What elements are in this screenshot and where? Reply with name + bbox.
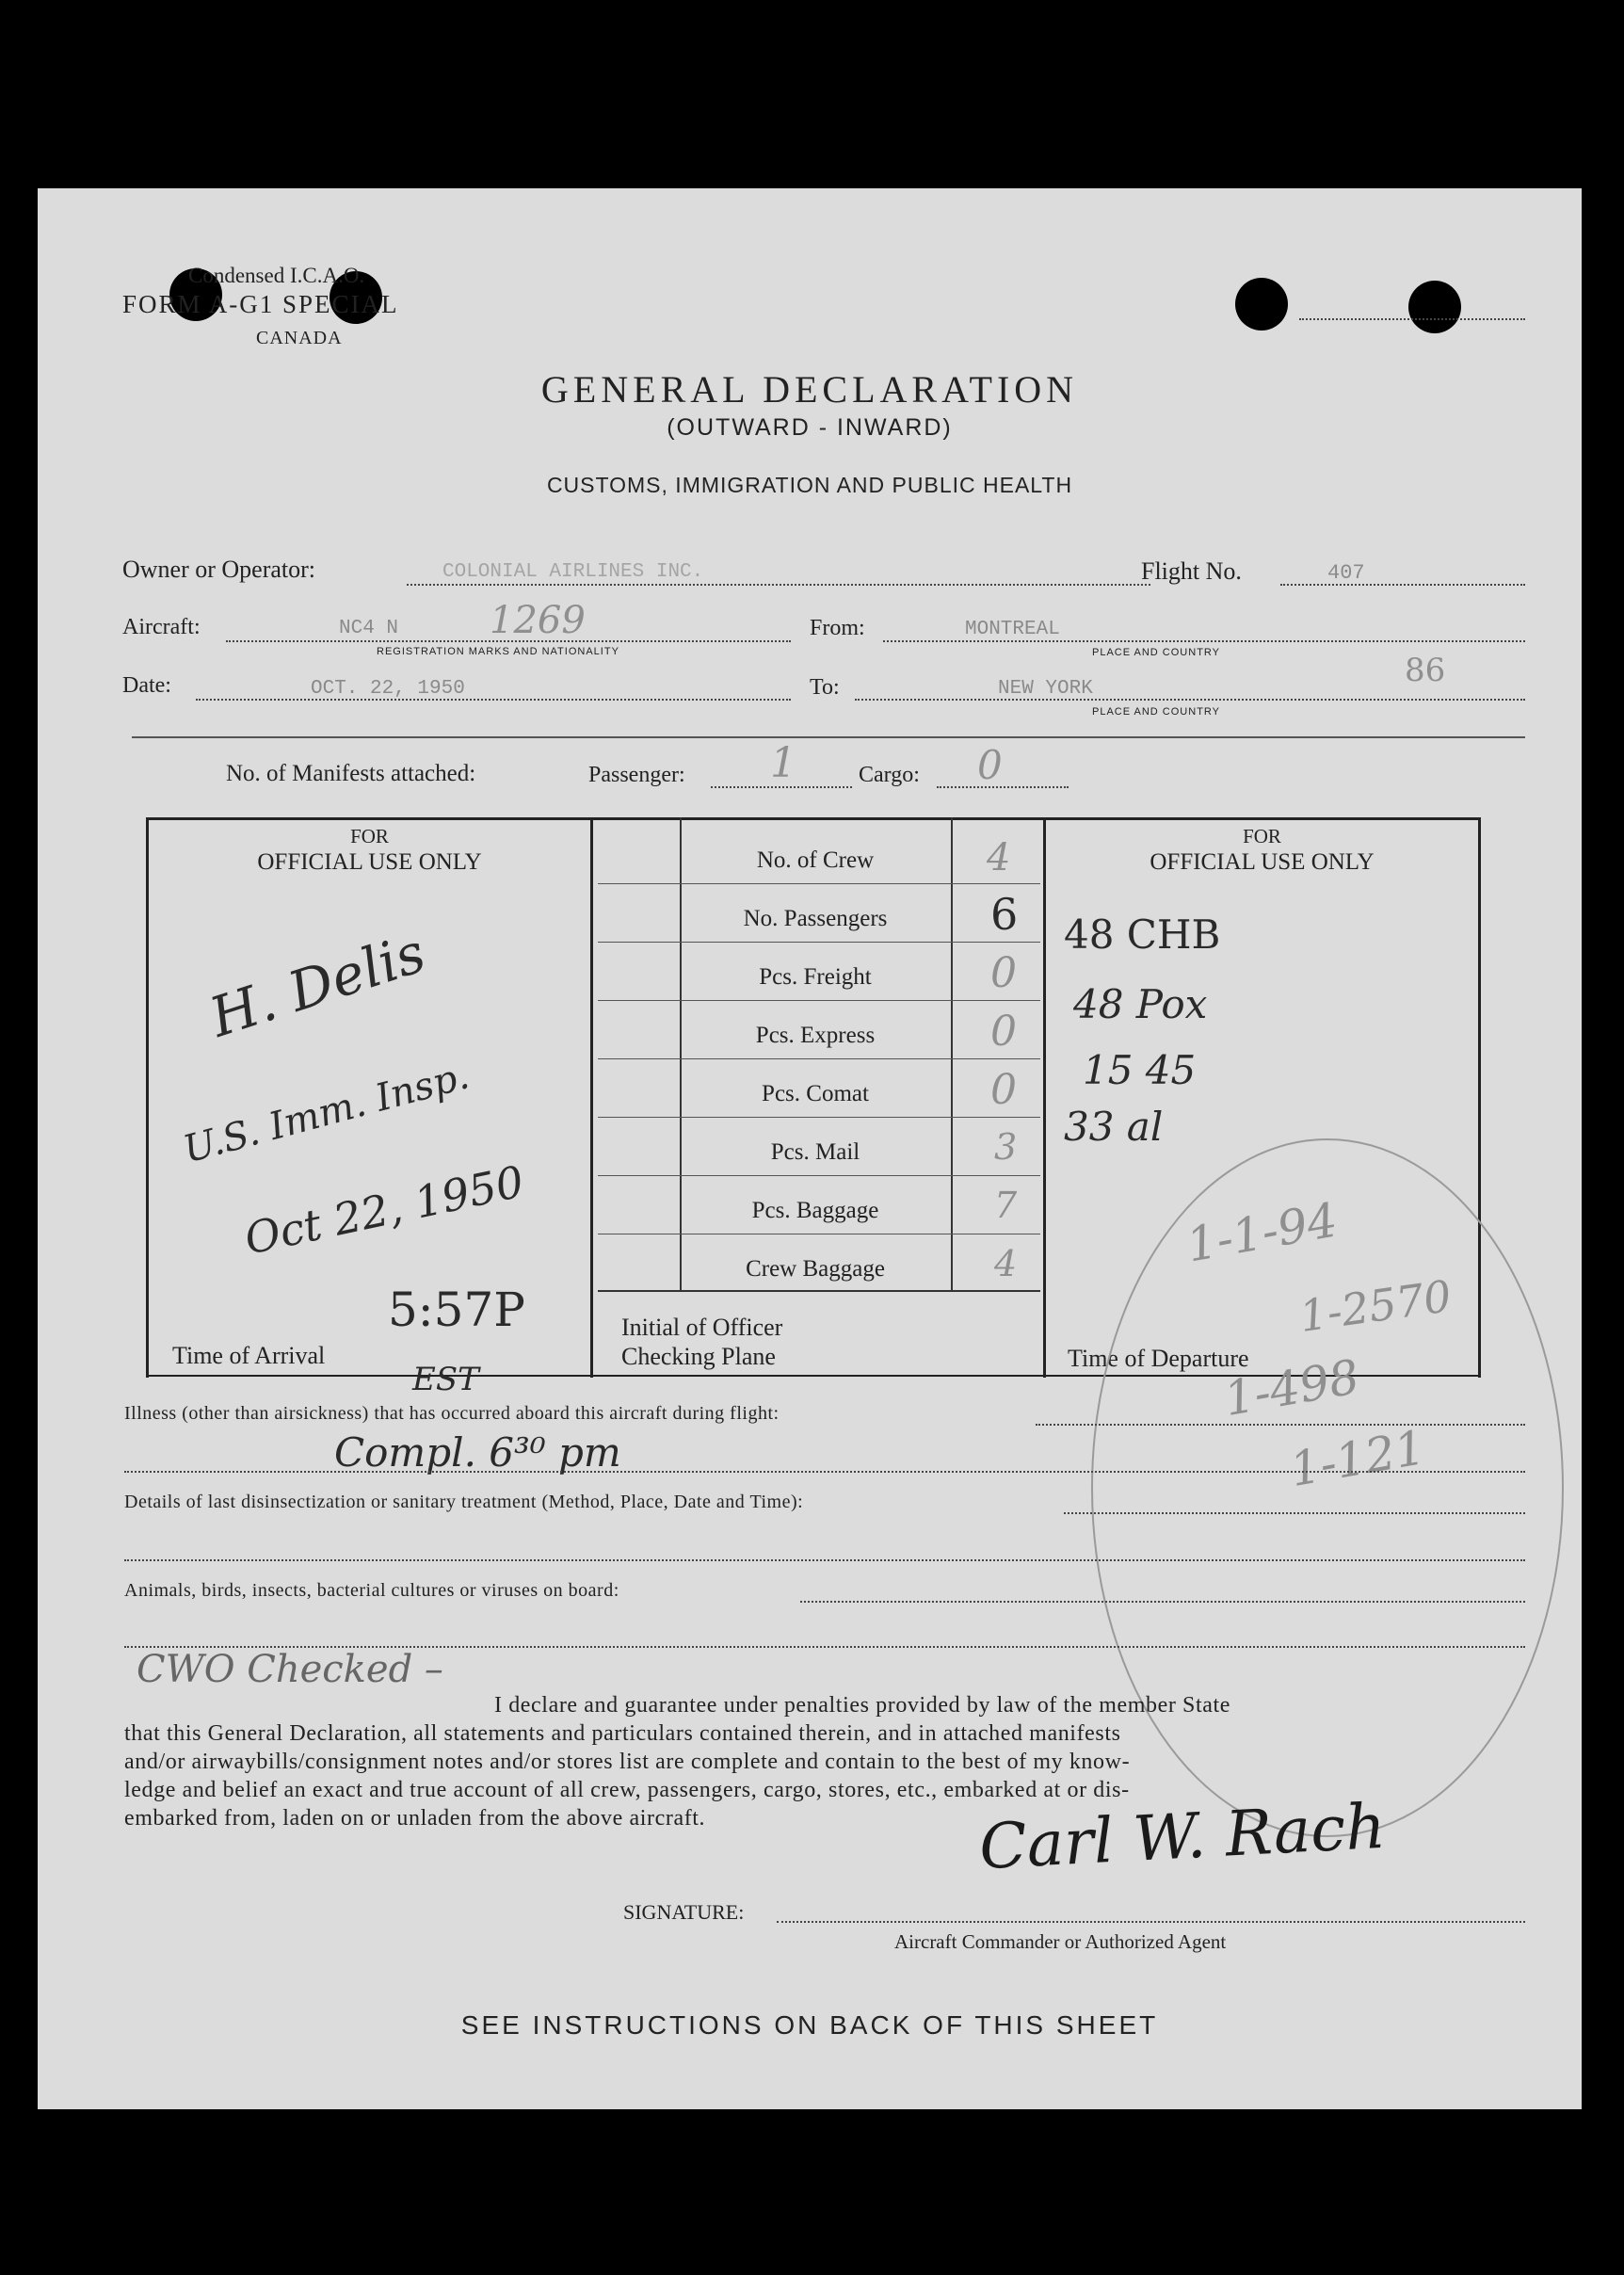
row-value-passengers: 6 xyxy=(990,889,1019,940)
owner-value: COLONIAL AIRLINES INC. xyxy=(442,561,704,583)
official-stamp-name: H. Delis xyxy=(202,920,433,1050)
row-value-baggage: 7 xyxy=(994,1185,1018,1226)
right-note-4: 33 al xyxy=(1064,1104,1164,1150)
right-note-2: 48 Pox xyxy=(1073,981,1208,1027)
row-label-passengers: No. Passengers xyxy=(743,906,888,931)
date-label: Date: xyxy=(122,673,171,698)
from-label: From: xyxy=(810,616,865,640)
from-value: MONTREAL xyxy=(965,619,1060,640)
aircraft-label: Aircraft: xyxy=(122,615,201,639)
row-rule-comat xyxy=(598,1117,1040,1118)
row-label-express: Pcs. Express xyxy=(755,1023,876,1048)
page-title: GENERAL DECLARATION xyxy=(540,368,1079,411)
passenger-value: 1 xyxy=(770,739,796,787)
row-rule-crew xyxy=(598,883,1040,884)
form-sheet xyxy=(38,188,1582,2109)
cargo-field-line xyxy=(937,786,1069,788)
disinsect-label: Details of last disinsectization or sanitary treatment (Method, Place, Date and Time): xyxy=(124,1492,804,1512)
to-field-line xyxy=(855,699,1525,701)
pencil-note-2: 1-2570 xyxy=(1296,1269,1455,1343)
from-field-line xyxy=(883,640,1525,642)
table-left-border xyxy=(146,817,149,1378)
official-left-bottom: OFFICIAL USE ONLY xyxy=(257,849,482,875)
initial-officer-label-2: Checking Plane xyxy=(621,1343,776,1370)
row-label-crew: No. of Crew xyxy=(756,847,875,873)
row-label-baggage: Pcs. Baggage xyxy=(751,1198,879,1223)
form-header-line1: Condensed I.C.A.O. xyxy=(188,264,365,287)
row-value-express: 0 xyxy=(990,1008,1017,1056)
official-stamp-title: U.S. Imm. Insp. xyxy=(179,1054,474,1172)
row-rule-mail xyxy=(598,1175,1040,1176)
manifests-label: No. of Manifests attached: xyxy=(226,761,476,786)
official-left-top: FOR xyxy=(350,825,389,847)
pencil-note-1: 1-1-94 xyxy=(1182,1192,1342,1273)
checked-note: CWO Checked – xyxy=(137,1648,443,1691)
to-caption: PLACE AND COUNTRY xyxy=(1092,706,1220,718)
from-caption: PLACE AND COUNTRY xyxy=(1092,647,1220,658)
signature-label: SIGNATURE: xyxy=(623,1900,745,1924)
page-subtitle: (OUTWARD - INWARD) xyxy=(667,414,953,441)
illness-field-line xyxy=(1036,1424,1525,1426)
row-rule-crew-baggage xyxy=(598,1290,1040,1292)
header-divider xyxy=(132,736,1525,738)
aircraft-hand-number: 1269 xyxy=(490,599,586,642)
signature-caption: Aircraft Commander or Authorized Agent xyxy=(894,1930,1227,1953)
punch-hole-right-1 xyxy=(1235,278,1288,331)
form-header-line3: CANADA xyxy=(256,328,343,348)
row-value-crew: 4 xyxy=(987,836,1011,879)
row-value-crew-baggage: 4 xyxy=(994,1243,1018,1284)
declaration-line-1: I declare and guarantee under penalties provided by law of the member State xyxy=(494,1693,1231,1718)
pencil-note-3: 1-498 xyxy=(1220,1348,1364,1428)
disinsect-field-line xyxy=(1064,1512,1525,1514)
row-label-crew-baggage: Crew Baggage xyxy=(746,1256,885,1282)
row-label-mail: Pcs. Mail xyxy=(770,1139,860,1165)
row-rule-freight xyxy=(598,1000,1040,1001)
official-stamp-date: Oct 22, 1950 xyxy=(240,1155,529,1265)
flight-label: Flight No. xyxy=(1141,557,1242,585)
official-right-bottom: OFFICIAL USE ONLY xyxy=(1150,849,1375,875)
arrival-zone: EST xyxy=(412,1361,479,1398)
arrival-value: 5:57P xyxy=(388,1283,525,1337)
declaration-line-4: ledge and belief an exact and true account of all crew, passengers, cargo, stores, etc., embarked at or dis- xyxy=(124,1778,1130,1802)
illness-label: Illness (other than airsickness) that has occurred aboard this aircraft during flight: xyxy=(124,1403,780,1424)
signature-line xyxy=(777,1921,1525,1923)
footer-instructions: SEE INSTRUCTIONS ON BACK OF THIS SHEET xyxy=(460,2010,1159,2040)
row-rule-express xyxy=(598,1058,1040,1059)
initial-officer-label-1: Initial of Officer xyxy=(621,1314,783,1341)
declaration-line-3: and/or airwaybills/consignment notes and/or stores list are complete and contain to the best of my know- xyxy=(124,1750,1131,1774)
pencil-note-4: 1-121 xyxy=(1286,1419,1430,1498)
signature-name: Carl W. Rach xyxy=(977,1789,1388,1884)
flight-value: 407 xyxy=(1327,561,1365,585)
departure-label: Time of Departure xyxy=(1068,1345,1249,1372)
disinsect-field-line-2 xyxy=(124,1559,1525,1561)
right-note-1: 48 CHB xyxy=(1064,912,1221,958)
form-header-line2: FORM A-G1 SPECIAL xyxy=(122,290,399,318)
table-top-border xyxy=(146,817,1481,820)
punch-hole-right-2 xyxy=(1408,281,1461,333)
animals-label: Animals, birds, insects, bacterial cultures or viruses on board: xyxy=(124,1580,619,1601)
table-divider-1 xyxy=(590,817,593,1378)
cargo-value: 0 xyxy=(977,742,1003,788)
right-note-3: 15 45 xyxy=(1083,1047,1197,1093)
row-value-comat: 0 xyxy=(990,1066,1017,1114)
aircraft-value: NC4 N xyxy=(339,618,399,639)
row-rule-passengers xyxy=(598,942,1040,943)
date-field-line xyxy=(196,699,791,701)
table-divider-2 xyxy=(680,817,682,1290)
owner-label: Owner or Operator: xyxy=(122,556,316,583)
illness-field-line-2 xyxy=(124,1471,1525,1473)
to-value: NEW YORK xyxy=(998,678,1093,700)
date-value: OCT. 22, 1950 xyxy=(311,678,465,700)
illness-note: Compl. 6³⁰ pm xyxy=(334,1429,621,1476)
to-label: To: xyxy=(810,675,840,700)
form-purpose: CUSTOMS, IMMIGRATION AND PUBLIC HEALTH xyxy=(546,473,1073,497)
table-divider-3 xyxy=(951,817,953,1290)
row-value-freight: 0 xyxy=(990,949,1017,997)
owner-field-line xyxy=(407,584,1150,586)
passenger-label: Passenger: xyxy=(588,763,685,787)
aircraft-caption: REGISTRATION MARKS AND NATIONALITY xyxy=(377,646,619,657)
declaration-line-5: embarked from, laden on or unladen from the above aircraft. xyxy=(124,1806,706,1831)
row-label-freight: Pcs. Freight xyxy=(759,964,872,990)
animals-field-line xyxy=(800,1601,1525,1603)
row-value-mail: 3 xyxy=(994,1126,1018,1168)
declaration-line-2: that this General Declaration, all statements and particulars contained therein, and in attached manifests xyxy=(124,1721,1121,1746)
top-dotted-line xyxy=(1299,318,1525,320)
row-label-comat: Pcs. Comat xyxy=(762,1081,869,1106)
flight-field-line xyxy=(1280,584,1525,586)
official-right-top: FOR xyxy=(1243,825,1281,847)
cargo-label: Cargo: xyxy=(859,763,920,787)
arrival-label: Time of Arrival xyxy=(172,1342,326,1369)
margin-number: 86 xyxy=(1405,652,1446,689)
